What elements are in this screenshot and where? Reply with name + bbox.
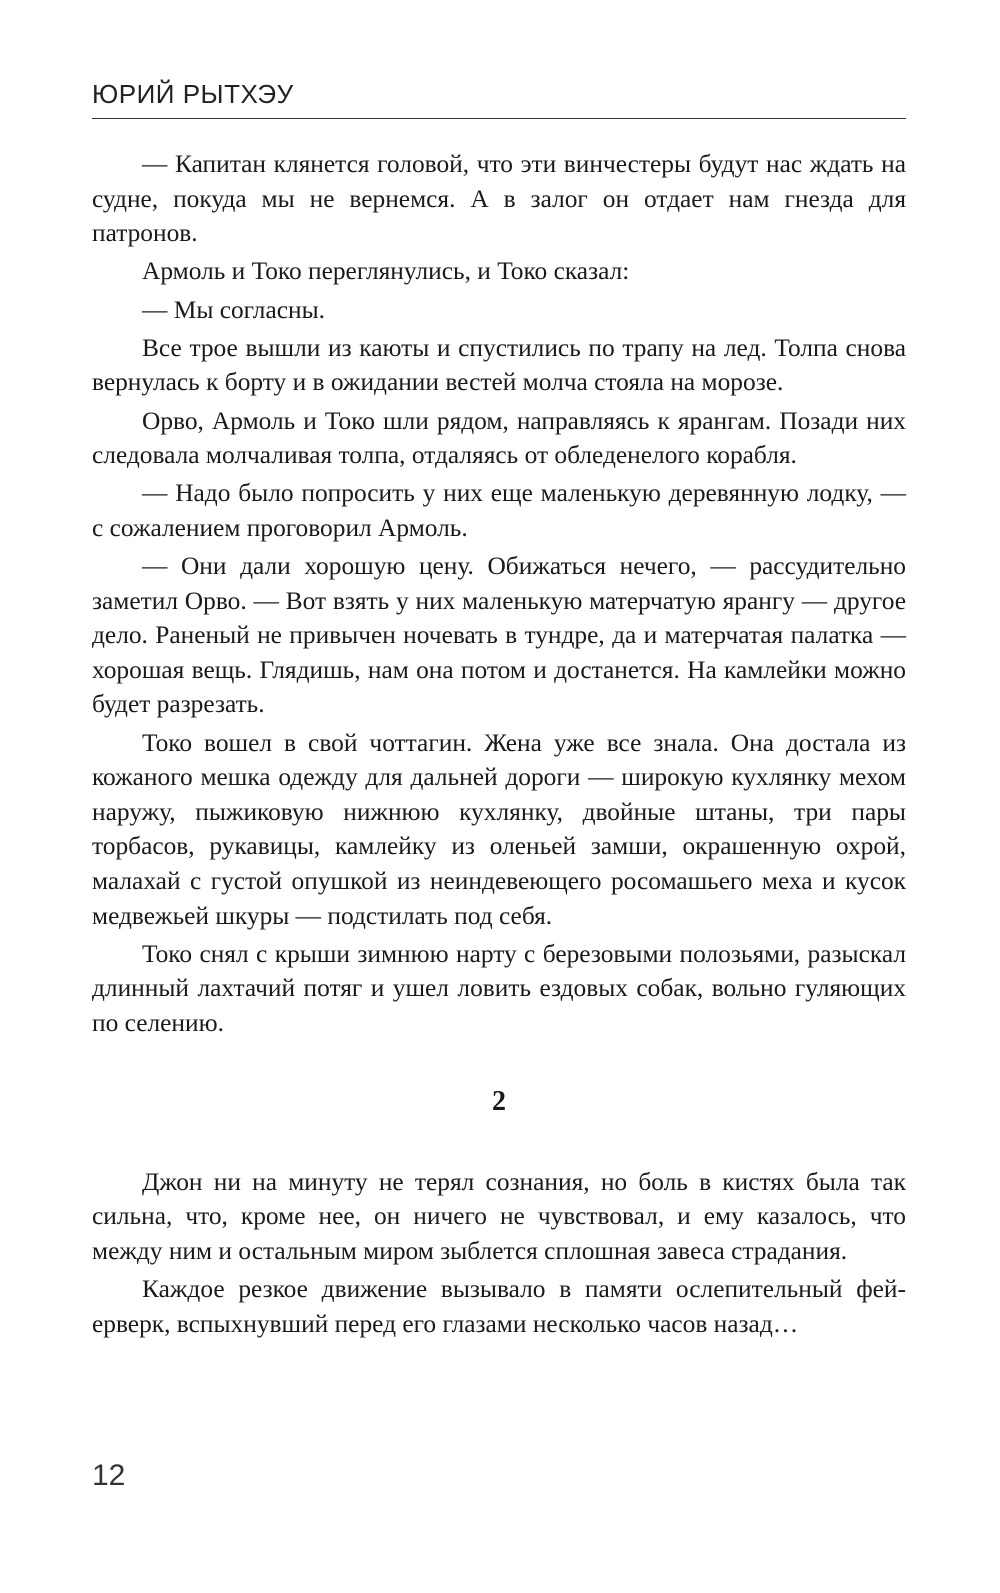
- paragraph: — Они дали хорошую цену. Обижаться нечего, — рассудительно заметил Орво. — Вот взять у них маленькую матерчатую ярангу — другое дело. Раненый не привычен ночевать в тундре, да и матерчатая палатка — хорошая вещь. Глядишь, нам она потом и достанется. На камлейки можно будет разрезать.: [92, 552, 906, 719]
- paragraph: — Мы согласны.: [142, 295, 326, 324]
- paragraph: — Надо было попросить у них еще маленькую деревянную лодку, — с сожалением проговорил Армоль.: [92, 479, 906, 542]
- running-head: ЮРИЙ РЫТХЭУ: [92, 79, 294, 109]
- paragraph: Орво, Армоль и Токо шли рядом, направляясь к ярангам. Позади них следовала молчаливая толпа, отдаляясь от обледенелого корабля.: [92, 406, 906, 470]
- page-number: 12: [92, 1459, 126, 1492]
- header-rule: [92, 118, 906, 119]
- page-header: [92, 78, 906, 119]
- paragraph: Все трое вышли из каюты и спустились по трапу на лед. Толпа снова вернулась к борту и в ожидании вестей молча стояла на морозе.: [92, 333, 906, 397]
- paragraph: Каждое резкое движение вызывало в памяти ослепительный фейерверк, вспыхнувший перед его глазами несколько часов назад…: [92, 1274, 906, 1338]
- paragraph: — Капитан клянется головой, что эти винчестеры будут нас ждать на судне, покуда мы не вернемся. А в залог он отдает нам гнезда для патронов.: [92, 150, 906, 248]
- chapter-heading: 2: [492, 1085, 506, 1117]
- paragraph: Армоль и Токо переглянулись, и Токо сказал:: [142, 257, 630, 286]
- paragraph: Токо вошел в свой чоттагин. Жена уже все знала. Она достала из кожаного мешка одежду для дальней дороги — широкую кухлянку мехом наружу, пыжиковую нижнюю кухлянку, двойные штаны, три пары торбасов, рукавицы, камлейку из оленьей замши, окрашенную охрой, малахай с густой опушкой из неиндевеющего росомашьего меха и кусок медвежьей шкуры — подстилать под себя.: [92, 728, 906, 930]
- paragraph: Джон ни на минуту не терял сознания, но боль в кистях была так сильна, что, кроме нее, он ничего не чувствовал, и ему казалось, что между ним и остальным миром зыблется сплошная завеса страдания.: [92, 1167, 906, 1265]
- main-text: [92, 147, 906, 1345]
- paragraph: Токо снял с крыши зимнюю нарту с березовыми полозьями, разыскал длинный лахтачий потяг и ушел ловить ездовых собак, вольно гуляющих по селению.: [92, 939, 906, 1037]
